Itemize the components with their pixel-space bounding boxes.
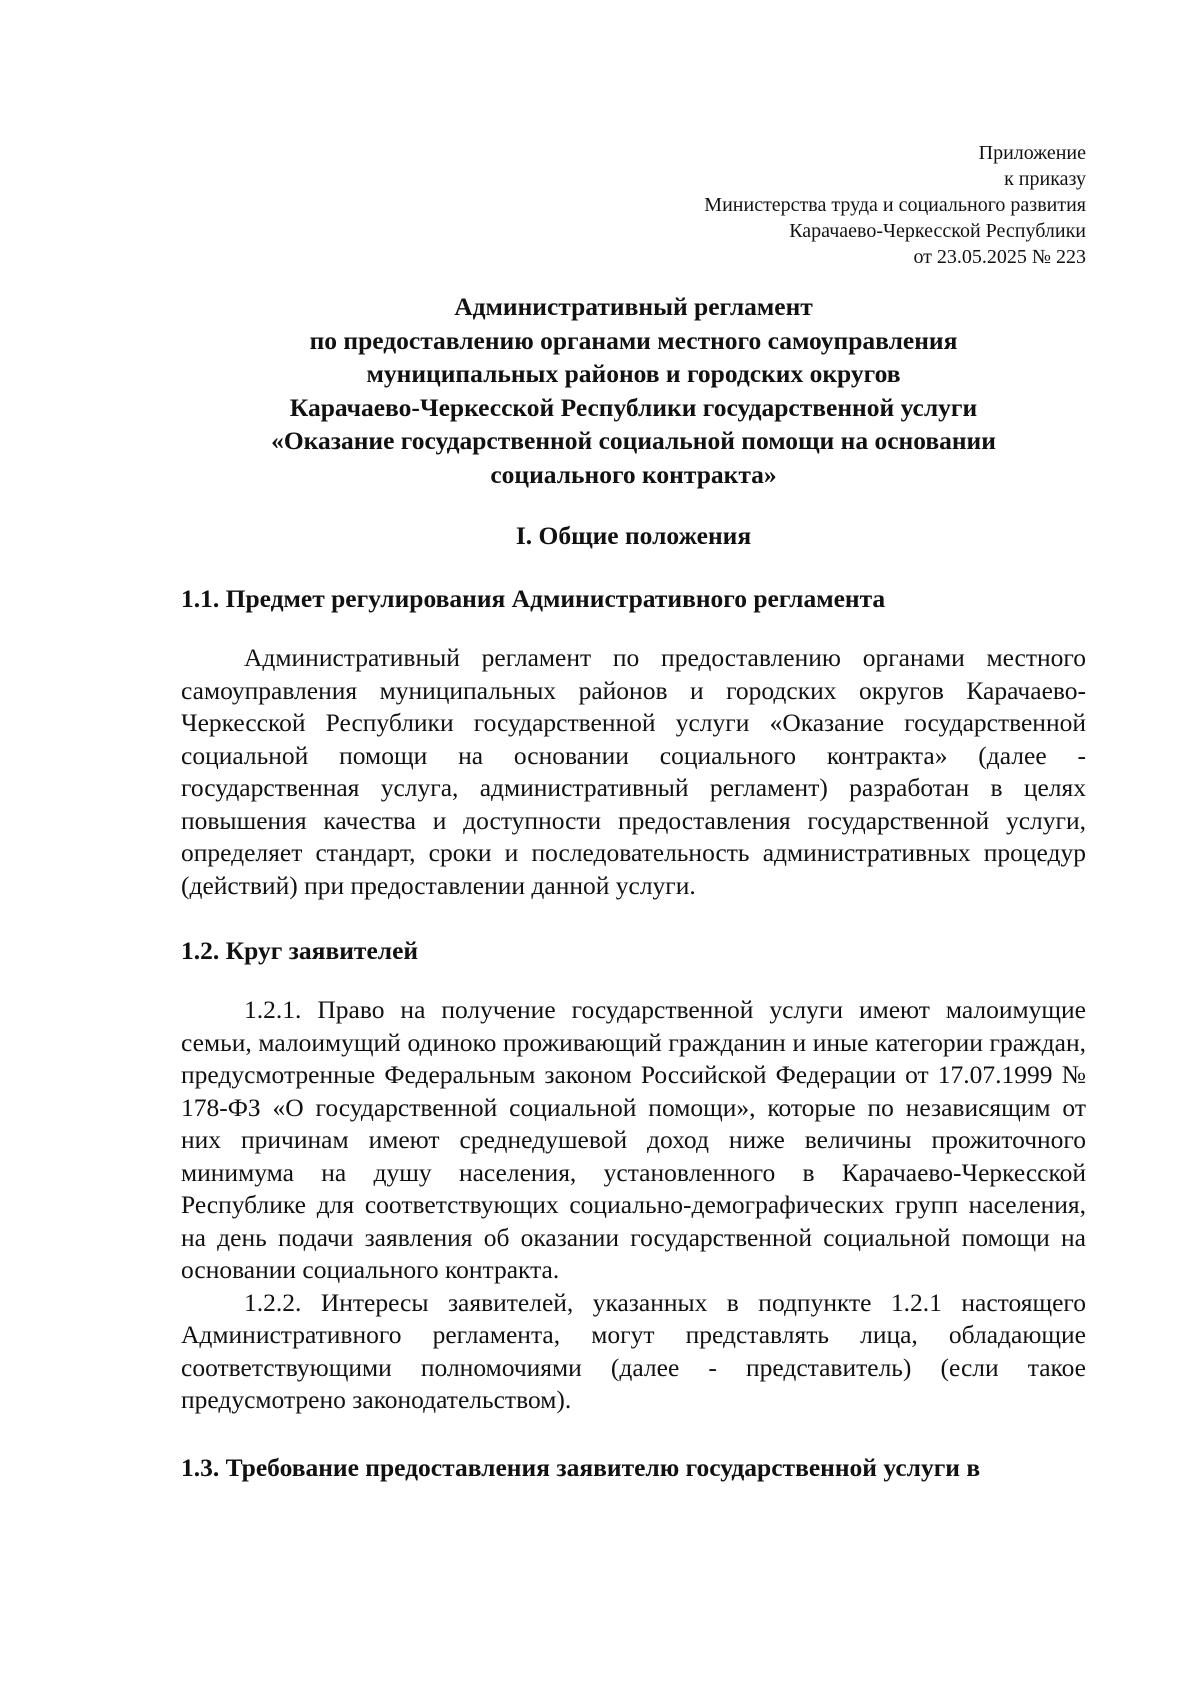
republic-name: Карачаево-Черкесской Республики xyxy=(789,220,1086,242)
subsection-1-1-heading: 1.1. Предмет регулирования Административного регламента xyxy=(181,584,886,613)
title-line-4: Карачаево-Черкесской Республики государственной услуги xyxy=(289,392,978,422)
subsection-1-2-heading: 1.2. Круг заявителей xyxy=(181,936,419,965)
order-reference: к приказу xyxy=(1004,168,1086,190)
paragraph-1-2-2: 1.2.2. Интересы заявителей, указанных в подпункте 1.2.1 настоящего Административного регламента, могут представлять лица, обладающие соответствующими полномочиями (далее - представитель) (если такое предусмотрено законодательством). xyxy=(181,1287,1086,1414)
ministry-name: Министерства труда и социального развития xyxy=(704,194,1086,216)
paragraph-1-2-1: 1.2.1. Право на получение государственной услуги имеют малоимущие семьи, малоимущий одиноко проживающий гражданин и иные категории граждан, предусмотренные Федеральным законом Российской Федерации от 17.07.1999 № 178-ФЗ «О государственной социальной помощи», которые по независящим от них причинам имеют среднедушевой доход ниже величины прожиточного минимума на душу населения, установленного в Карачаево-Черкесской Республике для соответствующих социально-демографических групп населения, на день подачи заявления об оказании государственной социальной помощи на основании социального контракта. xyxy=(181,995,1086,1284)
subsection-1-3-heading: 1.3. Требование предоставления заявителю государственной услуги в xyxy=(181,1452,981,1482)
section-1-heading: I. Общие положения xyxy=(515,521,752,550)
title-line-2: по предоставлению органами местного самоуправления xyxy=(309,325,958,355)
title-line-6: социального контракта» xyxy=(490,459,777,489)
document-page xyxy=(181,140,1086,1484)
order-date-number: от 23.05.2025 № 223 xyxy=(913,246,1086,268)
document-title xyxy=(181,290,1086,491)
title-line-1: Административный регламент xyxy=(454,292,813,321)
title-line-5: «Оказание государственной социальной помощи на основании xyxy=(271,426,996,455)
paragraph-1-1: Административный регламент по предоставлению органами местного самоуправления муниципальных районов и городских округов Карачаево-Черкесской Республики государственной услуги «Оказание государственной социальной помощи на основании социального контракта» (далее - государственная услуга, административный регламент) разработан в целях повышения качества и доступности предоставления государственной услуги, определяет стандарт, сроки и последовательность административных процедур (действий) при предоставлении данной услуги. xyxy=(181,643,1086,900)
title-line-3: муниципальных районов и городских округов xyxy=(366,359,901,388)
appendix-header xyxy=(181,140,1086,270)
appendix-label: Приложение xyxy=(978,142,1086,164)
